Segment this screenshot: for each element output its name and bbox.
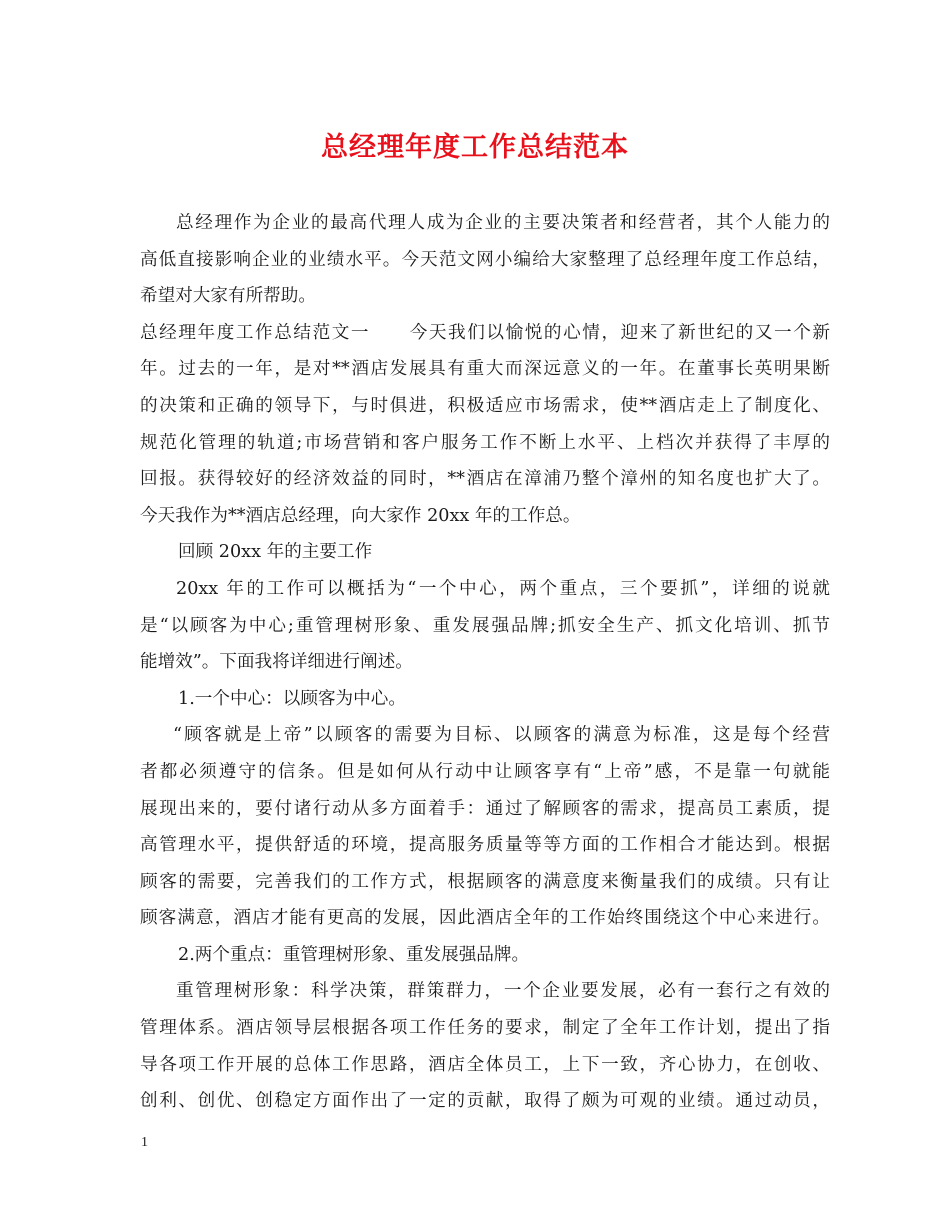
body-line: 规范化管理的轨道;市场营销和客户服务工作不断上水平、上档次并获得了丰厚的 [140,432,830,453]
body-line: 展现出来的，要付诸行动从多方面着手：通过了解顾客的需求，提高员工素质，提 [140,798,830,819]
page-number: 1 [141,1135,148,1150]
section-heading: 总经理年度工作总结范文一 [140,322,371,343]
body-line: 导各项工作开展的总体工作思路，酒店全体员工，上下一致，齐心协力，在创收、 [140,1054,830,1075]
body-line: 顾客的需要，完善我们的工作方式，根据顾客的满意度来衡量我们的成绩。只有让 [140,871,830,892]
body-line: “顾客就是上帝”以顾客的需要为目标、以顾客的满意为标准，这是每个经营 [173,725,830,746]
body-line: 的决策和正确的领导下，与时俱进，积极适应市场需求，使**酒店走上了制度化、 [140,395,830,416]
body-line: 者都必须遵守的信条。但是如何从行动中让顾客享有“上帝”感，不是靠一句就能 [140,761,830,782]
body-line: 回报。获得较好的经济效益的同时，**酒店在漳浦乃整个漳州的知名度也扩大了。 [140,469,830,490]
body-line: 希望对大家有所帮助。 [140,286,316,307]
document-body [140,205,830,1120]
body-line: 顾客满意，酒店才能有更高的发展，因此酒店全年的工作始终围绕这个中心来进行。 [140,908,830,929]
document-title: 总经理年度工作总结范本 [321,132,629,163]
body-line: 高低直接影响企业的业绩水平。今天范文网小编给大家整理了总经理年度工作总结， [140,249,830,270]
body-line: 回顾 20xx 年的主要工作 [178,542,373,563]
body-line: 1.一个中心：以顾客为中心。 [178,688,406,709]
body-line: 今天我作为**酒店总经理，向大家作 20xx 年的工作总。 [140,505,581,526]
body-line: 20xx 年的工作可以概括为“一个中心，两个重点，三个要抓”，详细的说就 [176,578,830,599]
body-line: 年。过去的一年，是对**酒店发展具有重大而深远意义的一年。在董事长英明果断 [140,359,830,380]
body-line: 2.两个重点：重管理树形象、重发展强品牌。 [178,944,530,965]
body-line: 高管理水平，提供舒适的环境，提高服务质量等等方面的工作相合才能达到。根据 [140,835,830,856]
body-line: 是“以顾客为中心;重管理树形象、重发展强品牌;抓安全生产、抓文化培训、抓节 [140,615,830,636]
body-line: 能增效”。下面我将详细进行阐述。 [140,652,413,673]
body-line: 管理体系。酒店领导层根据各项工作任务的要求，制定了全年工作计划，提出了指 [140,1018,830,1039]
body-line-text: 今天我们以愉悦的心情，迎来了新世纪的又一个新 [408,322,830,343]
body-line [140,315,830,352]
body-line: 创利、创优、创稳定方面作出了一定的贡献，取得了颇为可观的业绩。通过动员， [140,1091,830,1112]
body-line: 总经理作为企业的最高代理人成为企业的主要决策者和经营者，其个人能力的 [176,213,830,233]
body-line: 重管理树形象：科学决策，群策群力，一个企业要发展，必有一套行之有效的 [176,981,830,1002]
